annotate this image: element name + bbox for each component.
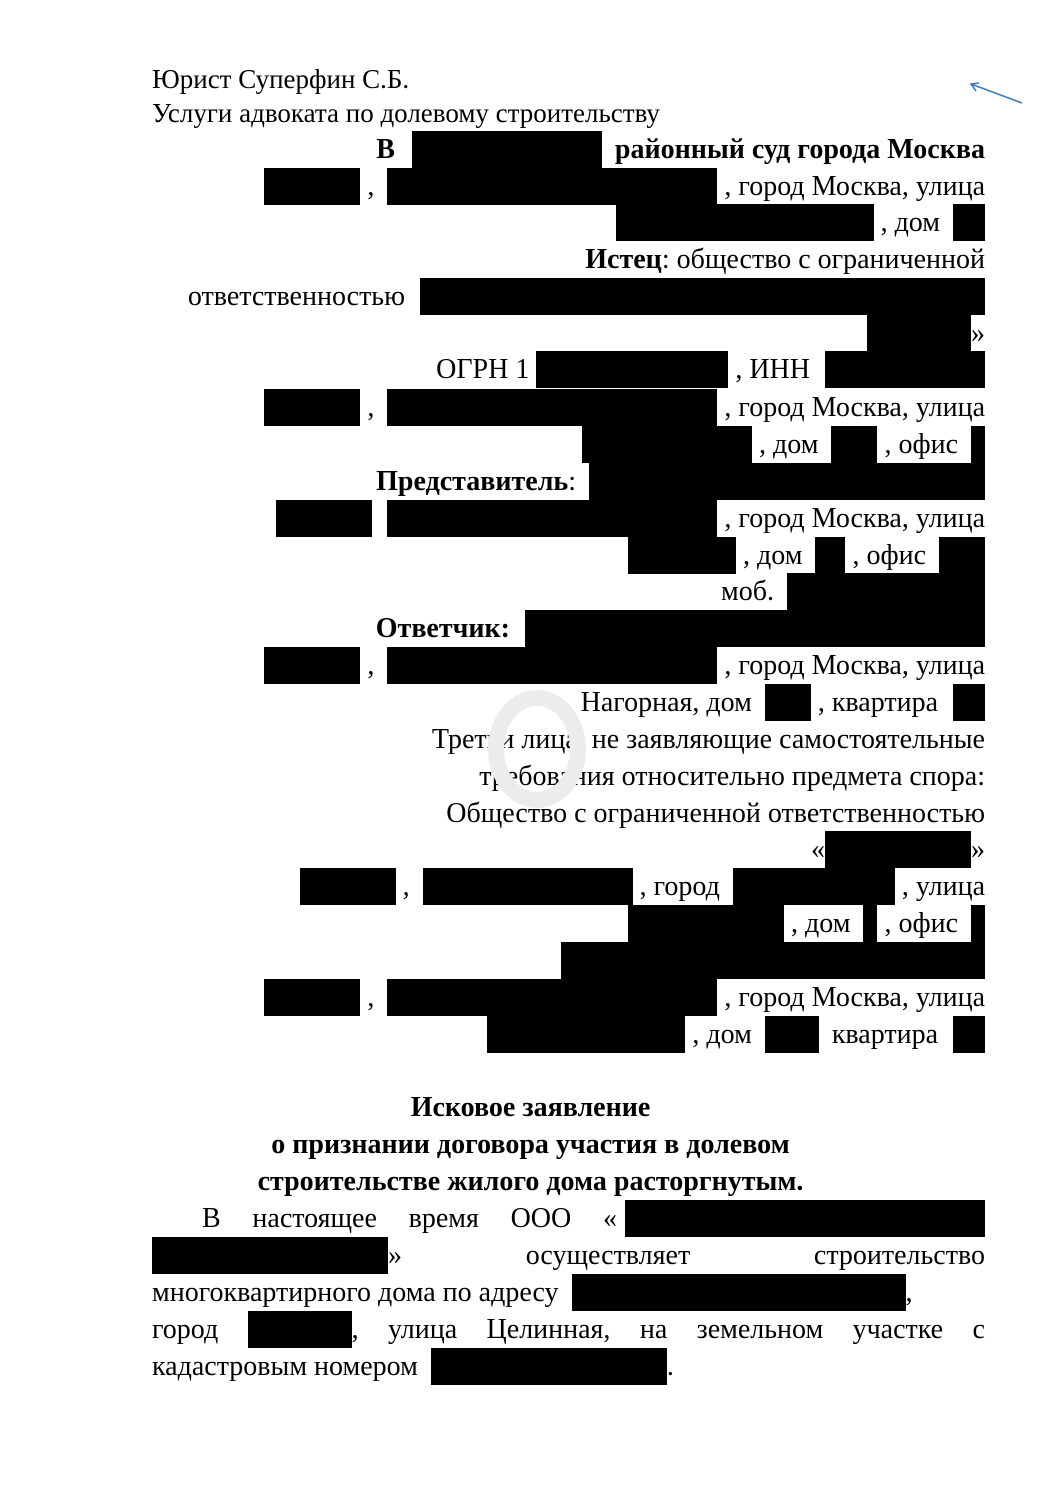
redaction [536, 351, 728, 388]
third-party-2-apartment: квартира [831, 1019, 938, 1050]
representative-house: , дом [743, 540, 803, 571]
redaction [971, 905, 985, 942]
redaction [412, 131, 602, 168]
redaction [953, 204, 985, 241]
claim-subtitle-1: о признании договора участия в долевом [271, 1129, 790, 1160]
third-party-house-line [628, 905, 985, 942]
redaction [525, 610, 985, 647]
body-line-2 [152, 1237, 985, 1274]
court-city-street: , город Москва, улица [724, 171, 985, 202]
representative-mobile-line [721, 573, 985, 610]
redaction [300, 868, 396, 905]
third-party-street: , улица [901, 871, 985, 902]
ogrn-label: ОГРН 1 [436, 354, 530, 385]
redaction [572, 1274, 906, 1311]
redaction [248, 1311, 352, 1348]
redaction [765, 684, 811, 721]
court-line [376, 131, 985, 168]
third-party-2-house: , дом [692, 1019, 752, 1050]
redaction [423, 868, 633, 905]
comma: , [367, 392, 375, 423]
quote-close: » [971, 318, 985, 349]
word: участке [852, 1314, 944, 1345]
inn-label: , ИНН [735, 354, 810, 385]
comma: , [351, 1314, 359, 1345]
redaction [628, 905, 784, 942]
word-with-redaction [248, 1311, 359, 1348]
body-text: многоквартирного дома по адресу [152, 1277, 559, 1308]
representative-house-line [628, 537, 985, 574]
redaction [831, 426, 877, 463]
lawyer-services: Услуги адвоката по долевому строительству [152, 98, 660, 128]
colon: : [568, 466, 576, 497]
redaction [953, 1016, 985, 1053]
plaintiff-ids-line [436, 351, 985, 388]
redaction [625, 1200, 985, 1237]
word: с [972, 1314, 985, 1345]
body-line-1 [152, 1200, 985, 1237]
redaction [264, 168, 360, 205]
word: осуществляет [525, 1240, 691, 1271]
redaction [863, 905, 877, 942]
redaction [589, 463, 985, 500]
word: земельном [696, 1314, 824, 1345]
defendant-label: Ответчик: [375, 613, 510, 644]
word: В [202, 1203, 221, 1234]
word: город [152, 1314, 219, 1345]
quote-close: » [388, 1240, 402, 1271]
third-party-office: , офис [884, 908, 958, 939]
representative-label: Представитель [376, 466, 569, 497]
third-party-2-house-line [487, 1016, 985, 1053]
plaintiff-label: Истец [585, 244, 662, 275]
claim-subtitle-2: строительстве жилого дома расторгнутым. [257, 1166, 804, 1197]
redaction [787, 573, 985, 610]
redaction [264, 647, 360, 684]
defendant-city-street: , город Москва, улица [724, 650, 985, 681]
redaction [152, 1237, 388, 1274]
comma: , [905, 1277, 913, 1308]
redaction [733, 868, 895, 905]
mobile-label: моб. [721, 576, 774, 607]
representative-line [376, 463, 985, 500]
redaction [953, 684, 985, 721]
quote-open: « [811, 834, 825, 865]
watermark [488, 690, 586, 808]
redaction [387, 168, 717, 205]
redaction [825, 831, 971, 868]
word: ООО [510, 1203, 572, 1234]
third-party-city: , город [639, 871, 720, 902]
word-with-redaction [603, 1200, 985, 1237]
redaction [387, 500, 717, 537]
plaintiff-city-street: , город Москва, улица [724, 392, 985, 423]
third-parties-text: Общество с ограниченной ответственностью [446, 798, 985, 829]
defendant-apartment: , квартира [817, 687, 938, 718]
word: улица [388, 1314, 458, 1345]
redaction [264, 389, 360, 426]
comma: , [367, 171, 375, 202]
defendant-line [376, 610, 985, 647]
plaintiff-address-line [264, 389, 985, 426]
quote-open: « [602, 1203, 617, 1234]
word-with-redaction [152, 1237, 402, 1274]
plaintiff-quote-line [867, 315, 985, 352]
third-party-2-line [561, 942, 985, 979]
redaction [616, 204, 874, 241]
body-line-5 [152, 1348, 985, 1385]
redaction [487, 1016, 685, 1053]
redaction [815, 537, 845, 574]
redaction [971, 426, 985, 463]
word: время [408, 1203, 479, 1234]
redaction [939, 537, 985, 574]
plaintiff-office: , офис [884, 429, 958, 460]
defendant-street: Нагорная, дом [580, 687, 752, 718]
plaintiff-line [585, 241, 985, 278]
court-name: районный суд города Москва [614, 134, 985, 165]
court-prefix: В [376, 134, 395, 165]
redaction [765, 1016, 819, 1053]
comma: , [367, 982, 375, 1013]
court-house-line [616, 204, 985, 241]
defendant-house-line [581, 684, 985, 721]
third-party-2-address-line [264, 979, 985, 1016]
body-line-3 [152, 1274, 985, 1311]
plaintiff-house: , дом [759, 429, 819, 460]
redaction [387, 389, 717, 426]
third-party-2-city-street: , город Москва, улица [724, 982, 985, 1013]
redaction [867, 315, 971, 352]
plaintiff-org-line [188, 278, 985, 315]
lawyer-name: Юрист Суперфин С.Б. [152, 64, 410, 94]
redaction [582, 426, 752, 463]
representative-address-line [276, 500, 985, 537]
third-parties-text: требования относительно предмета спора: [479, 761, 985, 792]
arrow-icon [965, 78, 1025, 108]
court-house: , дом [880, 207, 940, 238]
plaintiff-house-line [582, 426, 985, 463]
court-address-line [264, 168, 985, 205]
redaction [628, 537, 736, 574]
defendant-address-line [264, 647, 985, 684]
redaction [825, 351, 985, 388]
third-party-address-line [300, 868, 985, 905]
representative-office: , офис [852, 540, 926, 571]
redaction [431, 1348, 667, 1385]
body-line-4 [152, 1311, 985, 1348]
redaction [276, 500, 372, 537]
word: на [639, 1314, 668, 1345]
word: Целинная, [486, 1314, 611, 1345]
redaction [561, 942, 985, 979]
redaction [387, 647, 717, 684]
third-party-name-line [811, 831, 985, 868]
comma: , [367, 650, 375, 681]
redaction [264, 979, 360, 1016]
claim-title: Исковое заявление [410, 1092, 651, 1123]
redaction [387, 979, 717, 1016]
period: . [666, 1351, 674, 1382]
plaintiff-org: : общество с ограниченной [661, 244, 985, 275]
body-text: кадастровым номером [152, 1351, 418, 1382]
plaintiff-org-2: ответственностью [187, 281, 405, 312]
word: настоящее [252, 1203, 377, 1234]
comma: , [402, 871, 410, 902]
third-parties-text: Третьи лица, не заявляющие самостоятельные [431, 724, 985, 755]
redaction [420, 278, 985, 315]
third-party-house: , дом [791, 908, 851, 939]
quote-close: » [971, 834, 985, 865]
representative-city-street: , город Москва, улица [724, 503, 985, 534]
word: строительство [813, 1240, 985, 1271]
